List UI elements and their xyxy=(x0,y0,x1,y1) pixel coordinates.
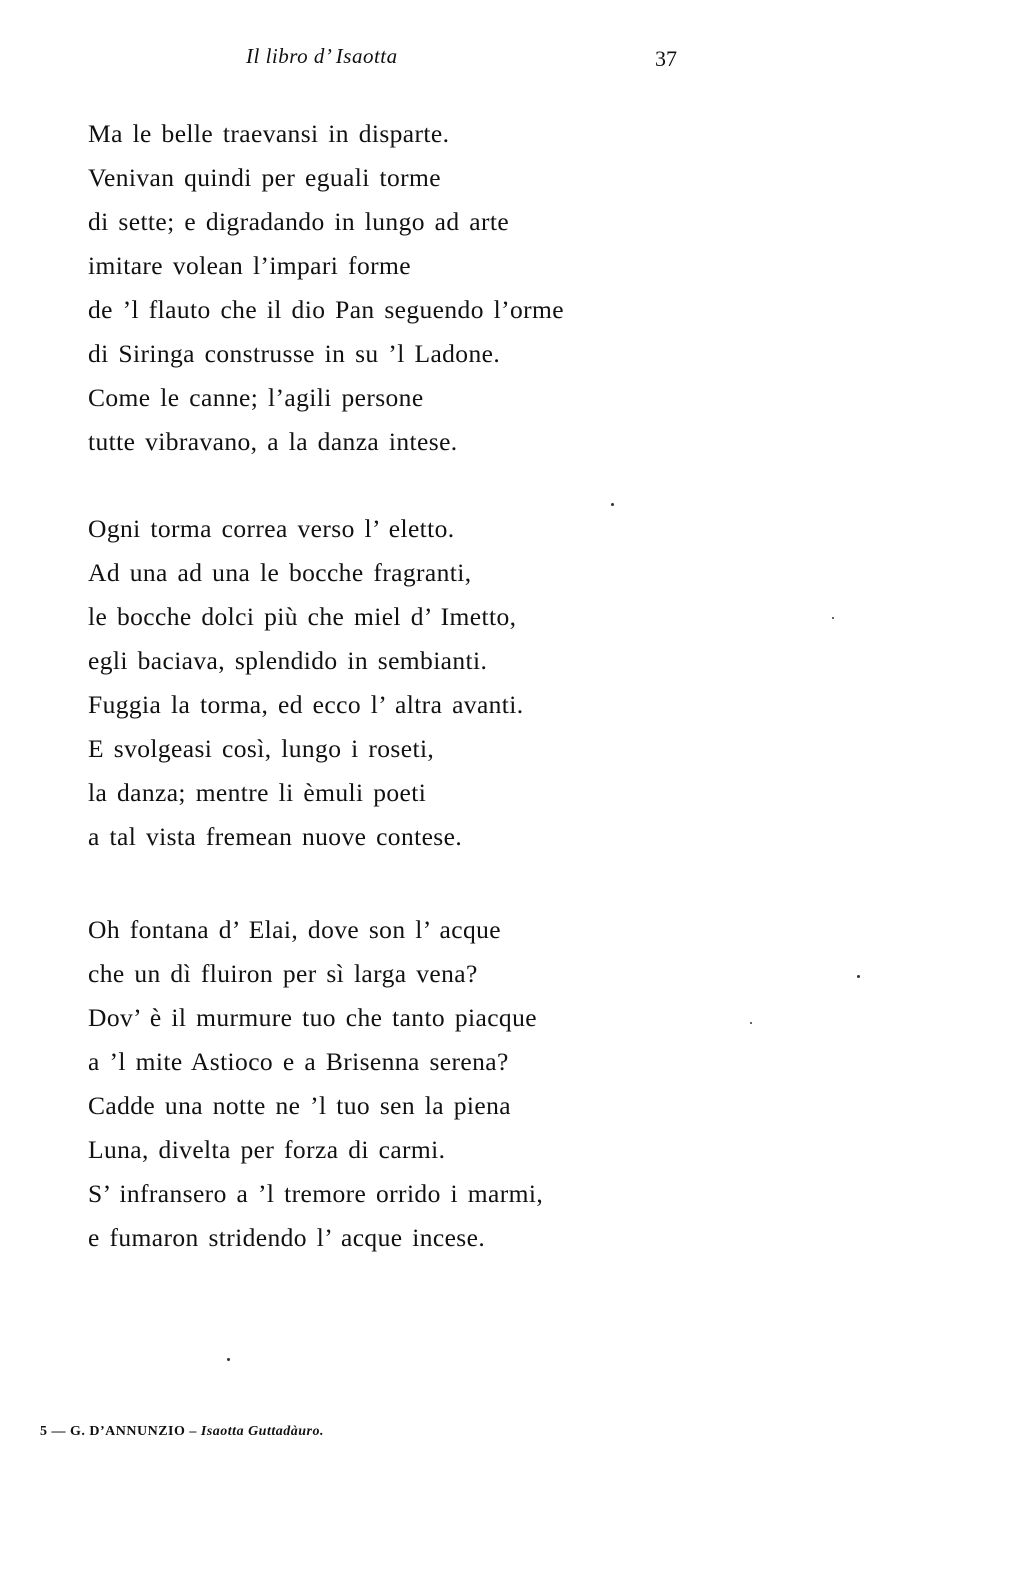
page-number: 37 xyxy=(655,46,677,71)
verse-line: Venivan quindi per eguali torme xyxy=(88,163,441,192)
print-speck xyxy=(857,975,860,978)
verse-line: di sette; e digradando in lungo ad arte xyxy=(88,207,510,236)
verse-line: la danza; mentre li èmuli poeti xyxy=(88,778,427,807)
verse-line: e fumaron stridendo l’ acque incese. xyxy=(88,1223,486,1252)
verse-line: Dov’ è il murmure tuo che tanto piacque xyxy=(88,1003,537,1032)
verse-line: imitare volean l’impari forme xyxy=(88,251,411,280)
verse-line: Fuggia la torma, ed ecco l’ altra avanti. xyxy=(88,690,524,719)
verse-line: Cadde una notte ne ’l tuo sen la piena xyxy=(88,1091,511,1120)
footer-signature xyxy=(40,1424,324,1440)
verse-line: le bocche dolci più che miel d’ Imetto, xyxy=(88,602,517,631)
print-speck xyxy=(227,1358,230,1361)
verse-line: a tal vista fremean nuove contese. xyxy=(88,822,463,851)
verse-line: egli baciava, splendido in sembianti. xyxy=(88,646,488,675)
verse-line: tutte vibravano, a la danza intese. xyxy=(88,427,458,456)
print-speck xyxy=(832,617,834,619)
stanza-2 xyxy=(88,507,524,859)
verse-line: Come le canne; l’agili persone xyxy=(88,383,424,412)
stanza-1 xyxy=(88,112,564,464)
verse-line: Ad una ad una le bocche fragranti, xyxy=(88,558,472,587)
verse-line: di Siringa construsse in su ’l Ladone. xyxy=(88,339,501,368)
stanza-3 xyxy=(88,908,543,1260)
signature-title: Isaotta Guttadàuro. xyxy=(200,1424,324,1439)
verse-line: Luna, divelta per forza di carmi. xyxy=(88,1135,446,1164)
verse-line: S’ infransero a ’l tremore orrido i marmi, xyxy=(88,1179,544,1208)
verse-line: E svolgeasi così, lungo i roseti, xyxy=(88,734,435,763)
verse-line: Ma le belle traevansi in disparte. xyxy=(88,119,450,148)
verse-line: che un dì fluiron per sì larga vena? xyxy=(88,959,478,988)
verse-line: Ogni torma correa verso l’ eletto. xyxy=(88,514,455,543)
verse-line: a ’l mite Astioco e a Brisenna serena? xyxy=(88,1047,509,1076)
verse-line: Oh fontana d’ Elai, dove son l’ acque xyxy=(88,915,501,944)
running-head: Il libro d’ Isaotta xyxy=(246,44,398,68)
print-speck xyxy=(750,1022,752,1024)
signature-author: 5 — G. D’ANNUNZIO – xyxy=(40,1424,197,1439)
verse-line: de ’l flauto che il dio Pan seguendo l’orme xyxy=(88,295,564,324)
print-speck xyxy=(611,503,614,506)
